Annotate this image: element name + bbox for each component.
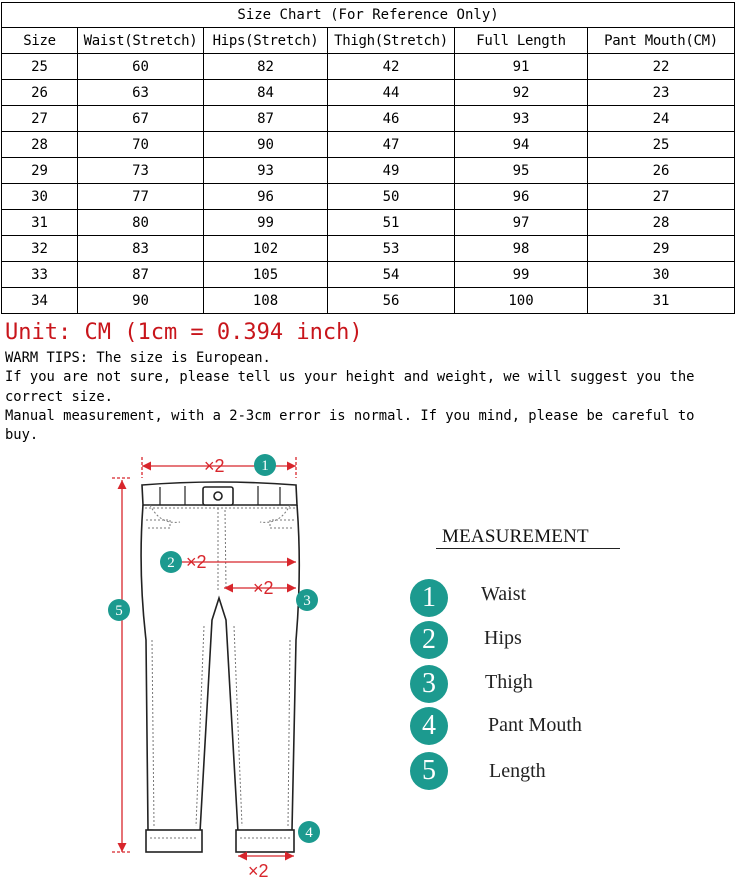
table-title: Size Chart (For Reference Only) xyxy=(2,3,735,28)
tip-line: Manual measurement, with a 2-3cm error is normal. If you mind, please be careful to buy. xyxy=(5,407,695,444)
table-cell: 29 xyxy=(588,236,735,262)
table-cell: 102 xyxy=(204,236,328,262)
legend-number-badge: 3 xyxy=(410,665,448,703)
legend-item-waist xyxy=(410,578,448,618)
table-cell: 92 xyxy=(455,80,588,106)
table-cell: 90 xyxy=(78,288,204,314)
table-cell: 31 xyxy=(588,288,735,314)
table-cell: 51 xyxy=(328,210,455,236)
svg-text:4: 4 xyxy=(305,825,313,841)
warm-tips xyxy=(5,349,731,445)
table-cell: 54 xyxy=(328,262,455,288)
table-cell: 34 xyxy=(2,288,78,314)
legend-number-badge: 4 xyxy=(410,707,448,745)
legend-number-badge: 1 xyxy=(410,579,448,617)
table-row xyxy=(2,54,735,80)
tip-line: WARM TIPS: The size is European. xyxy=(5,350,271,366)
table-cell: 60 xyxy=(78,54,204,80)
times-two-labels xyxy=(186,456,274,881)
table-cell: 94 xyxy=(455,132,588,158)
table-cell: 87 xyxy=(204,106,328,132)
table-cell: 96 xyxy=(455,184,588,210)
table-cell: 30 xyxy=(588,262,735,288)
header-hips: Hips(Stretch) xyxy=(204,28,328,54)
times-two-label: ×2 xyxy=(204,456,225,476)
table-cell: 84 xyxy=(204,80,328,106)
times-two-label: ×2 xyxy=(186,552,207,572)
svg-text:1: 1 xyxy=(261,458,269,474)
callout-1-badge xyxy=(254,454,276,476)
svg-text:5: 5 xyxy=(115,603,123,619)
table-cell: 63 xyxy=(78,80,204,106)
table-cell: 42 xyxy=(328,54,455,80)
table-row xyxy=(2,236,735,262)
table-cell: 30 xyxy=(2,184,78,210)
table-cell: 47 xyxy=(328,132,455,158)
header-waist: Waist(Stretch) xyxy=(78,28,204,54)
size-chart-table xyxy=(1,2,735,314)
unit-note: Unit: CM (1cm = 0.394 inch) xyxy=(5,320,363,345)
table-cell: 28 xyxy=(2,132,78,158)
table-cell: 73 xyxy=(78,158,204,184)
table-cell: 83 xyxy=(78,236,204,262)
pants-outline xyxy=(141,482,299,852)
table-cell: 27 xyxy=(588,184,735,210)
table-cell: 26 xyxy=(2,80,78,106)
table-cell: 29 xyxy=(2,158,78,184)
table-row xyxy=(2,184,735,210)
table-row xyxy=(2,210,735,236)
table-cell: 91 xyxy=(455,54,588,80)
table-row xyxy=(2,106,735,132)
table-cell: 105 xyxy=(204,262,328,288)
table-body xyxy=(2,54,735,314)
table-cell: 49 xyxy=(328,158,455,184)
table-cell: 23 xyxy=(588,80,735,106)
tip-line: If you are not sure, please tell us your height and weight, we will suggest you the correct size. xyxy=(5,369,695,405)
times-two-label: ×2 xyxy=(253,578,274,598)
table-cell: 50 xyxy=(328,184,455,210)
table-cell: 56 xyxy=(328,288,455,314)
callout-2-badge xyxy=(160,551,182,573)
table-cell: 44 xyxy=(328,80,455,106)
table-cell: 53 xyxy=(328,236,455,262)
legend-label-length: Length xyxy=(489,760,546,782)
table-row xyxy=(2,288,735,314)
header-pant-mouth: Pant Mouth(CM) xyxy=(588,28,735,54)
table-cell: 27 xyxy=(2,106,78,132)
header-full-length: Full Length xyxy=(455,28,588,54)
table-row xyxy=(2,132,735,158)
table-cell: 32 xyxy=(2,236,78,262)
table-cell: 96 xyxy=(204,184,328,210)
header-thigh: Thigh(Stretch) xyxy=(328,28,455,54)
table-cell: 99 xyxy=(204,210,328,236)
table-cell: 26 xyxy=(588,158,735,184)
legend-item-pant-mouth xyxy=(410,706,448,746)
table-cell: 31 xyxy=(2,210,78,236)
table-cell: 24 xyxy=(588,106,735,132)
pants-measurement-diagram xyxy=(0,445,736,889)
table-cell: 25 xyxy=(588,132,735,158)
legend-label-hips: Hips xyxy=(484,627,522,649)
callout-4-badge xyxy=(298,821,320,843)
table-cell: 90 xyxy=(204,132,328,158)
table-cell: 77 xyxy=(78,184,204,210)
legend-number-badge: 5 xyxy=(410,752,448,790)
table-cell: 93 xyxy=(455,106,588,132)
legend-item-length xyxy=(410,751,448,791)
legend-label-pant-mouth: Pant Mouth xyxy=(488,714,582,736)
table-cell: 33 xyxy=(2,262,78,288)
table-row xyxy=(2,262,735,288)
callout-3-badge xyxy=(296,589,318,611)
svg-text:2: 2 xyxy=(167,555,175,571)
legend-number-badge: 2 xyxy=(410,621,448,659)
table-cell: 95 xyxy=(455,158,588,184)
table-cell: 28 xyxy=(588,210,735,236)
table-cell: 87 xyxy=(78,262,204,288)
table-cell: 22 xyxy=(588,54,735,80)
table-cell: 70 xyxy=(78,132,204,158)
table-row xyxy=(2,80,735,106)
legend-title: MEASUREMENT xyxy=(442,526,589,547)
table-cell: 98 xyxy=(455,236,588,262)
table-cell: 80 xyxy=(78,210,204,236)
callout-5-badge xyxy=(108,599,130,621)
legend-label-thigh: Thigh xyxy=(485,671,533,693)
legend-item-thigh xyxy=(410,664,448,704)
legend-label-waist: Waist xyxy=(481,583,527,605)
header-size: Size xyxy=(2,28,78,54)
table-cell: 97 xyxy=(455,210,588,236)
table-cell: 93 xyxy=(204,158,328,184)
table-cell: 67 xyxy=(78,106,204,132)
svg-text:3: 3 xyxy=(303,593,311,609)
table-cell: 100 xyxy=(455,288,588,314)
table-cell: 82 xyxy=(204,54,328,80)
table-cell: 46 xyxy=(328,106,455,132)
table-row xyxy=(2,158,735,184)
legend-item-hips xyxy=(410,620,448,660)
table-cell: 25 xyxy=(2,54,78,80)
table-cell: 99 xyxy=(455,262,588,288)
table-cell: 108 xyxy=(204,288,328,314)
legend-underline xyxy=(436,548,620,549)
measure-lines xyxy=(112,457,296,856)
times-two-label: ×2 xyxy=(248,861,269,881)
